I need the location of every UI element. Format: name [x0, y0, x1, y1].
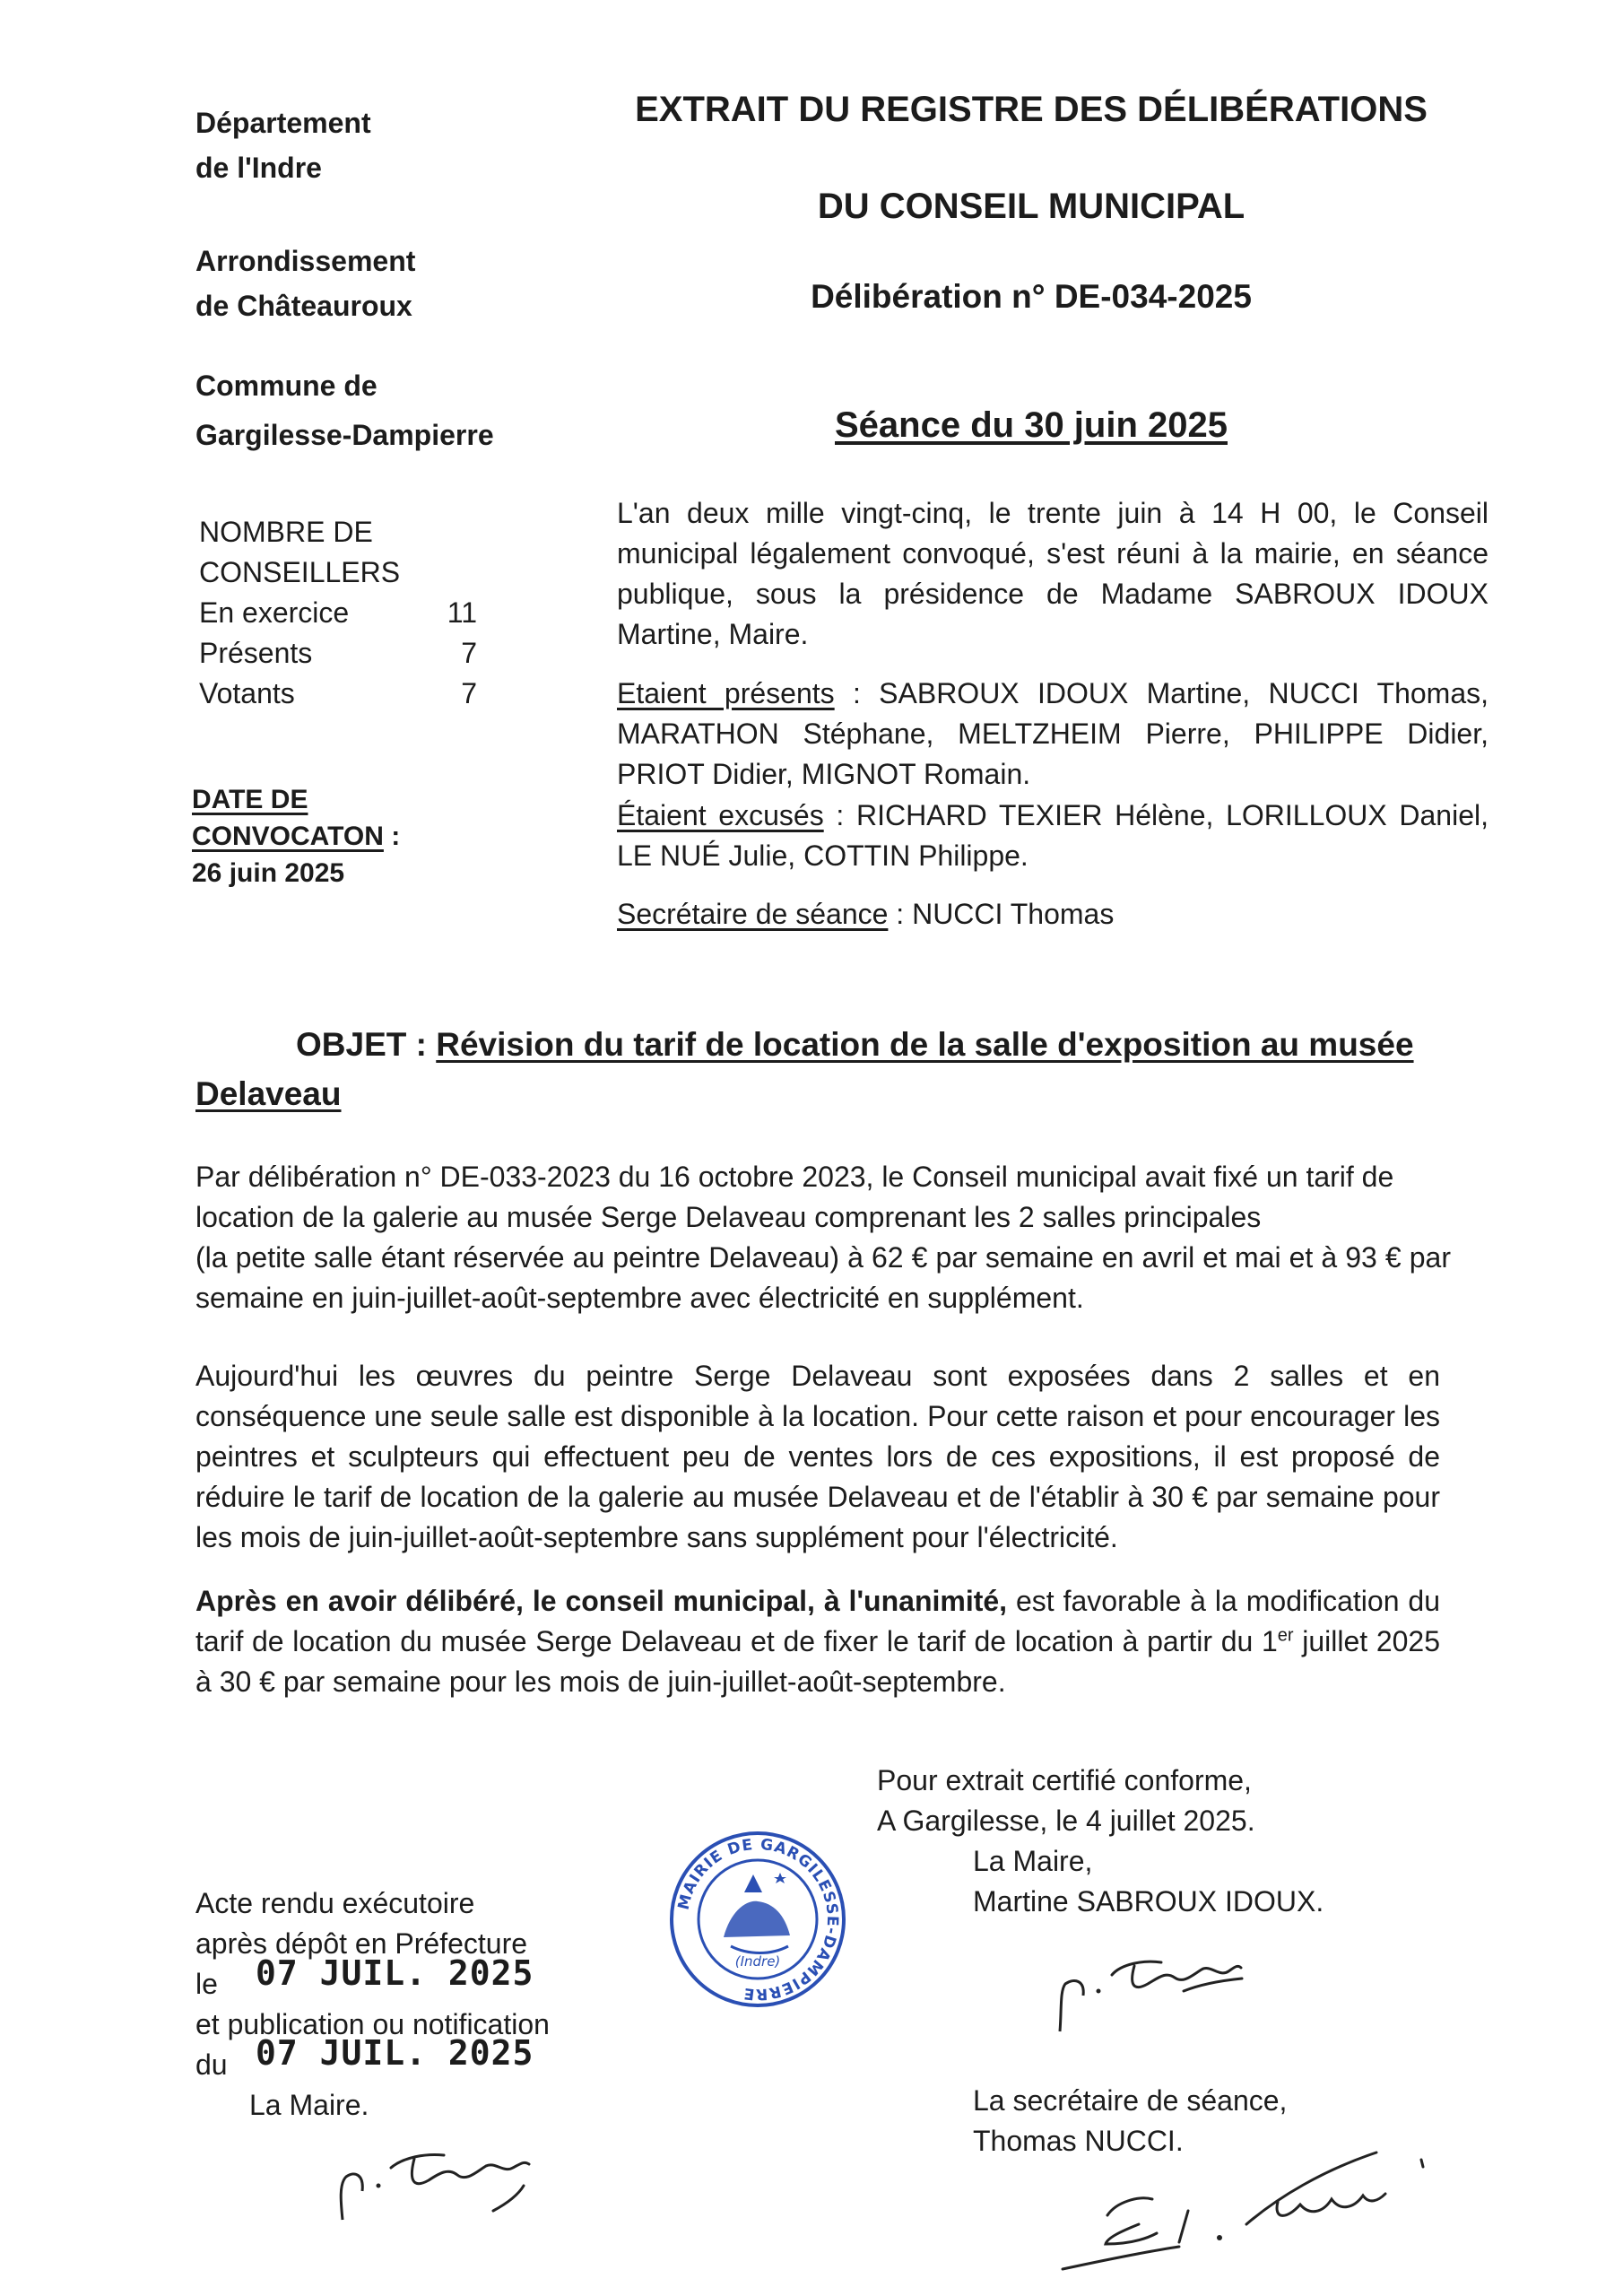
- certification-line2: A Gargilesse, le 4 juillet 2025.: [877, 1805, 1255, 1837]
- paragraph-history: [195, 1157, 1451, 1318]
- secretaire-signature: [1054, 2090, 1466, 2278]
- presents-list: : SABROUX IDOUX Martine, NUCCI Thomas, MARATHON Stéphane, MELTZHEIM Pierre, PHILIPPE Didier, PRIOT Didier, MIGNOT Romain.: [617, 677, 1489, 790]
- executoire-line4: La Maire.: [249, 2089, 369, 2121]
- executoire-le: le: [195, 1968, 218, 2000]
- convocation-label2: CONVOCATON: [192, 822, 384, 851]
- decision-sup: er: [1277, 1625, 1294, 1646]
- count-label: En exercice: [199, 596, 350, 629]
- count-value: 11: [447, 596, 477, 629]
- objet-text: Révision du tarif de location de la salle d'exposition au musée Delaveau: [195, 1026, 1414, 1112]
- paragraph-decision: [195, 1581, 1440, 1702]
- decision-bold: Après en avoir délibéré, le conseil municipal, à l'unanimité,: [195, 1585, 1008, 1617]
- departement-line2: de l'Indre: [195, 152, 322, 184]
- certification-line3: La Maire,: [973, 1845, 1093, 1877]
- convocation-colon: :: [383, 822, 401, 851]
- arrondissement-line2: de Châteauroux: [195, 290, 412, 322]
- executoire-date-stamp-2: 07 JUIL. 2025: [256, 2033, 534, 2073]
- arrondissement-block: [195, 239, 415, 328]
- objet-label: OBJET :: [296, 1026, 437, 1063]
- decision-text2: juillet 2025 à 30 € par semaine pour les mois de juin-juillet-août-septembre.: [195, 1625, 1441, 1698]
- count-label: Présents: [199, 637, 313, 669]
- executoire-signature: [332, 2130, 547, 2229]
- executoire-line1: Acte rendu exécutoire: [195, 1887, 475, 1919]
- convocation-label1: DATE DE: [192, 785, 308, 814]
- arrondissement-line1: Arrondissement: [195, 245, 416, 277]
- seance-date: [583, 405, 1480, 446]
- excuses-paragraph: [617, 796, 1488, 876]
- commune-line1: Commune de: [195, 370, 378, 402]
- departement-block: [195, 100, 371, 190]
- seance-date-text: Séance du 30 juin 2025: [835, 405, 1228, 445]
- count-row-exercice: [199, 593, 477, 633]
- count-value: 7: [461, 677, 477, 709]
- commune-line2: Gargilesse-Dampierre: [195, 419, 494, 451]
- certification-line1: Pour extrait certifié conforme,: [877, 1764, 1252, 1796]
- convocation-date: 26 juin 2025: [192, 858, 345, 888]
- conseillers-heading1: NOMBRE DE: [199, 516, 373, 548]
- executoire-du: du: [195, 2048, 228, 2081]
- conseillers-heading2: CONSEILLERS: [199, 556, 401, 588]
- executoire-line2: après dépôt en Préfecture: [195, 1927, 528, 1960]
- mairie-seal: [668, 1830, 847, 2009]
- convocation-block: [192, 781, 400, 891]
- presents-label: Etaient présents: [617, 677, 835, 709]
- maire-signature: [1049, 1928, 1255, 2036]
- document-title-line1: EXTRAIT DU REGISTRE DES DÉLIBÉRATIONS: [635, 90, 1428, 129]
- presents-paragraph: [617, 674, 1488, 795]
- executoire-date-stamp-1: 07 JUIL. 2025: [256, 1953, 534, 1993]
- certification-line4: Martine SABROUX IDOUX.: [973, 1885, 1324, 1918]
- count-row-presents: [199, 633, 477, 674]
- seance-intro: L'an deux mille vingt-cinq, le trente juin à 14 H 00, le Conseil municipal légalement convoqué, s'est réuni à la mairie, en séance publique, sous la présidence de Madame SABROUX IDOUX Martine, Maire.: [617, 497, 1488, 650]
- decision-text: est favorable à la modification du tarif de location du musée Serge Delaveau et de fixer le tarif de location à partir du 1: [195, 1585, 1441, 1657]
- count-value: 7: [461, 637, 477, 669]
- count-row-votants: [199, 674, 477, 714]
- executoire-line3: et publication ou notification: [195, 2008, 550, 2040]
- document-title-line2: DU CONSEIL MUNICIPAL: [817, 187, 1245, 226]
- svg-text:MAIRIE DE GARGILESSE-DAMPIERRE: MAIRIE DE GARGILESSE-DAMPIERRE: [674, 1835, 842, 2004]
- paragraph-justification: Aujourd'hui les œuvres du peintre Serge Delaveau sont exposées dans 2 salles et en conséquence une seule salle est disponible à la location. Pour cette raison et pour encourager les peintres et sculpteurs qui effectuent peu de ventes lors de ces expositions, il est proposé de réduire le tarif de location de la galerie au musée Delaveau et de l'établir à 30 € par semaine pour les mois de juin-juillet-août-septembre sans supplément pour l'électricité.: [195, 1360, 1440, 1553]
- commune-block: [195, 361, 494, 460]
- secretaire-sign-line2: Thomas NUCCI.: [973, 2125, 1184, 2157]
- paragraph-history-part1: Par délibération n° DE-033-2023 du 16 octobre 2023, le Conseil municipal avait fixé un tarif de location de la galerie au musée Serge Delaveau comprenant les 2 salles principales: [195, 1161, 1394, 1233]
- svg-text:(Indre): (Indre): [734, 1953, 781, 1970]
- paragraph-history-part2: (la petite salle étant réservée au peintre Delaveau) à 62 € par semaine en avril et mai et à 93 € par semaine en juin-juillet-août-septembre avec électricité en supplément.: [195, 1241, 1451, 1314]
- secretaire-name: : NUCCI Thomas: [888, 898, 1115, 930]
- secretaire-label: Secrétaire de séance: [617, 898, 889, 930]
- deliberation-number: Délibération n° DE-034-2025: [811, 278, 1252, 315]
- departement-line1: Département: [195, 107, 371, 139]
- conseillers-count-block: [199, 512, 477, 714]
- objet-line: [195, 1020, 1442, 1118]
- count-label: Votants: [199, 677, 295, 709]
- secretaire-sign-line1: La secrétaire de séance,: [973, 2084, 1288, 2117]
- excuses-list: : RICHARD TEXIER Hélène, LORILLOUX Daniel, LE NUÉ Julie, COTTIN Philippe.: [617, 799, 1489, 872]
- excuses-label: Étaient excusés: [617, 799, 824, 831]
- secretaire-paragraph: [617, 894, 1488, 935]
